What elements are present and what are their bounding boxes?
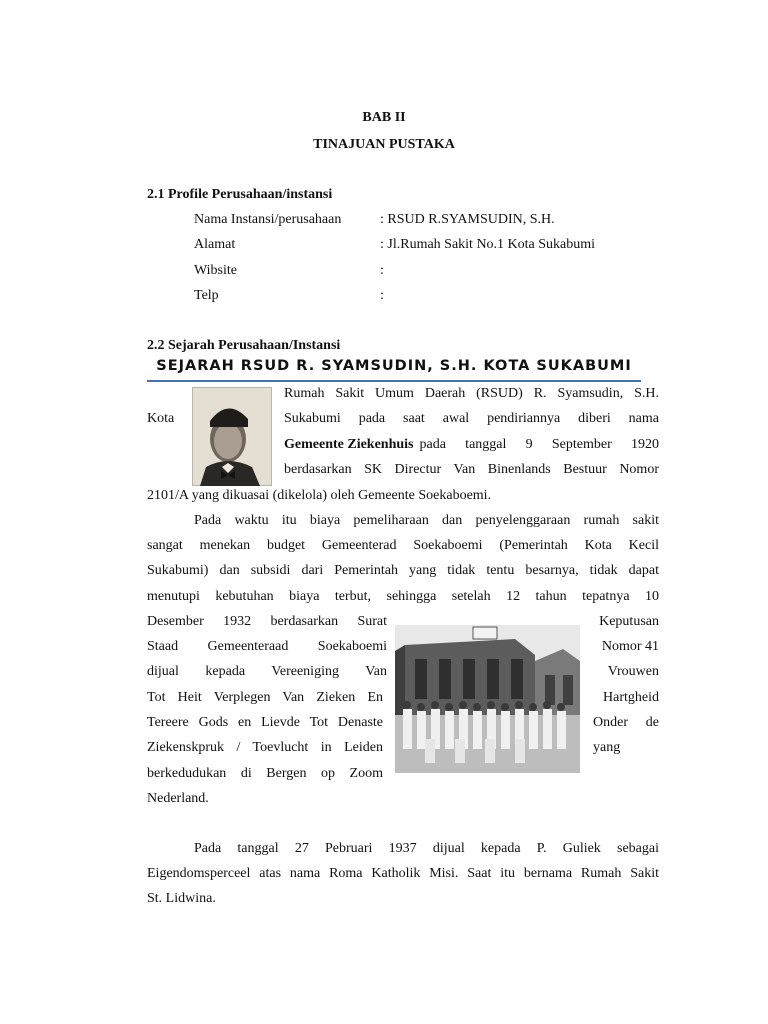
- section-2-heading: 2.2 Sejarah Perusahaan/Instansi: [147, 338, 341, 353]
- history-left-3: dijual kepada Vereeniging Van: [147, 664, 387, 679]
- profile-label-name: Nama Instansi/perusahaan: [194, 212, 342, 227]
- history-right-3: Vrouwen: [607, 664, 659, 679]
- profile-label-phone: Telp: [194, 288, 219, 303]
- history-left-7: berkedudukan di Bergen op Zoom: [147, 766, 383, 781]
- hospital-building-photo: [395, 625, 580, 773]
- history-line-8: Sukabumi) dan subsidi dari Pemerintah yang tidak tentu besarnya, tidak dapat: [147, 563, 659, 578]
- history-line-3: [284, 436, 659, 454]
- history-right-6: yang: [593, 740, 621, 755]
- section-1-heading: 2.1 Profile Perusahaan/instansi: [147, 187, 333, 202]
- history-line-3-rest: pada tanggal 9 September 1920: [419, 437, 659, 452]
- history-title: SEJARAH RSUD R. SYAMSUDIN, S.H. KOTA SUKABUMI: [156, 358, 632, 374]
- history-hospital-old-name: Gemeente Ziekenhuis: [284, 437, 414, 452]
- profile-label-address: Alamat: [194, 237, 236, 252]
- history-right-1: Keputusan: [599, 614, 659, 629]
- profile-value-name: : RSUD R.SYAMSUDIN, S.H.: [380, 212, 555, 227]
- history-line-6: Pada waktu itu biaya pemeliharaan dan penyelenggaraan rumah sakit: [194, 513, 659, 528]
- founder-portrait-photo: [192, 387, 272, 486]
- history-title-underline: [147, 380, 641, 382]
- history-right-5: Onder de: [593, 715, 659, 730]
- chapter-number: BAB II: [362, 110, 406, 125]
- history-line-9: menutupi kebutuhan biaya terbut, sehingga setelah 12 tahun tepatnya 10: [147, 589, 659, 604]
- history-line-5: 2101/A yang dikuasai (dikelola) oleh Gemeente Soekaboemi.: [147, 488, 492, 503]
- history-right-4: Hartgheid: [603, 690, 659, 705]
- history-left-6: Ziekenskpruk / Toevlucht in Leiden: [147, 740, 383, 755]
- history-left-8: Nederland.: [147, 791, 209, 806]
- history-right-2: Nomor 41: [601, 639, 659, 654]
- profile-value-phone: :: [380, 288, 384, 303]
- history-line-2b: Sukabumi pada saat awal pendiriannya diberi nama: [284, 411, 659, 426]
- history-line-12: St. Lidwina.: [147, 891, 216, 906]
- history-left-1: Desember 1932 berdasarkan Surat: [147, 614, 387, 629]
- history-line-10: Pada tanggal 27 Pebruari 1937 dijual kepada P. Guliek sebagai: [194, 841, 659, 856]
- history-left-5: Tereere Gods en Lievde Tot Denaste: [147, 715, 383, 730]
- history-left-4: Tot Heit Verplegen Van Zieken En: [147, 690, 383, 705]
- profile-label-website: Wibsite: [194, 263, 237, 278]
- chapter-title: TINAJUAN PUSTAKA: [313, 137, 455, 152]
- history-line-7: sangat menekan budget Gemeenterad Soekaboemi (Pemerintah Kota Kecil: [147, 538, 659, 553]
- history-line-4: berdasarkan SK Directur Van Binenlands Bestuur Nomor: [284, 462, 659, 477]
- profile-value-address: : Jl.Rumah Sakit No.1 Kota Sukabumi: [380, 237, 596, 252]
- history-line-2a: Kota: [147, 411, 175, 426]
- history-line-1: Rumah Sakit Umum Daerah (RSUD) R. Syamsudin, S.H.: [284, 386, 659, 401]
- profile-value-website: :: [380, 263, 384, 278]
- history-line-11: Eigendomsperceel atas nama Roma Katholik Misi. Saat itu bernama Rumah Sakit: [147, 866, 659, 881]
- history-left-2: Staad Gemeenteraad Soekaboemi: [147, 639, 387, 654]
